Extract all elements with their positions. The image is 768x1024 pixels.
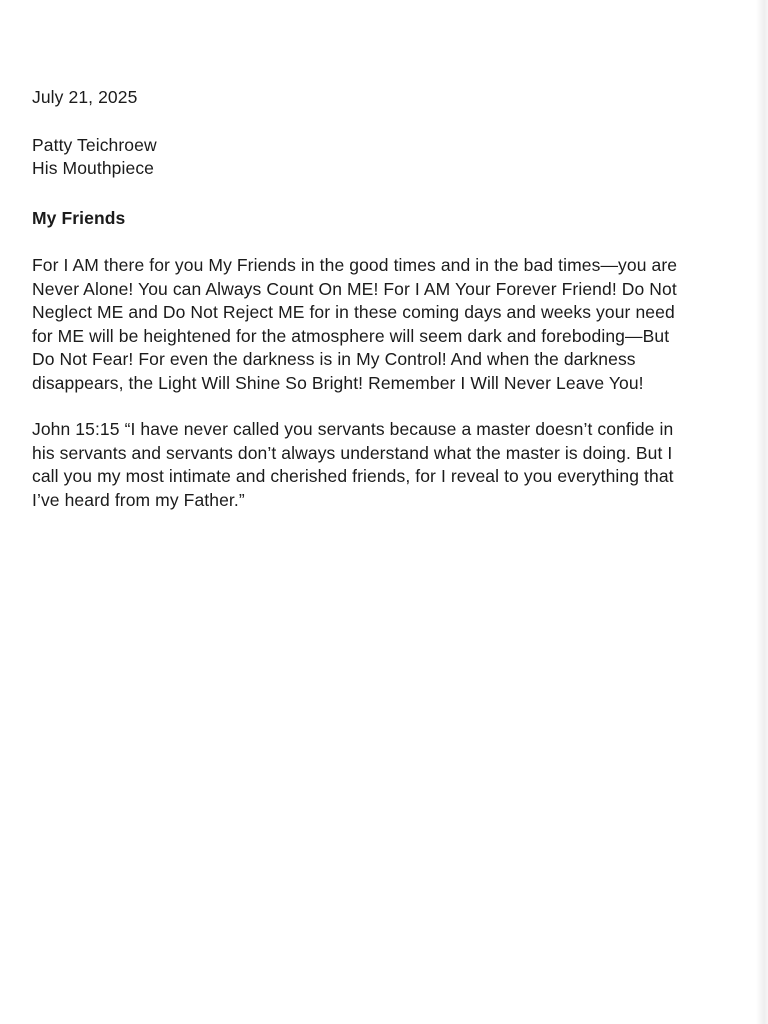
scan-edge	[756, 0, 768, 1024]
author-role: His Mouthpiece	[32, 158, 155, 178]
author-block	[32, 134, 692, 181]
letter-date: July 21, 2025	[32, 87, 138, 107]
scripture-paragraph: John 15:15 “I have never called you servants because a master doesn’t confide in his servants and servants don’t always understand what the master is doing. But I call you my most intimate and cherished friends, for I reveal to you everything that I’ve heard from my Father.”	[32, 419, 674, 510]
message-paragraph: For I AM there for you My Friends in the good times and in the bad times—you are Never Alone! You can Always Count On ME! For I AM Your Forever Friend! Do Not Neglect ME and Do Not Reject ME for in these coming days and weeks your need for ME will be heightened for the atmosphere will seem dark and foreboding—But Do Not Fear! For even the darkness is in My Control! And when the darkness disappears, the Light Will Shine So Bright! Remember I Will Never Leave You!	[32, 255, 678, 393]
author-name: Patty Teichroew	[32, 134, 157, 155]
letter-title: My Friends	[32, 207, 126, 228]
letter-body	[32, 86, 692, 512]
